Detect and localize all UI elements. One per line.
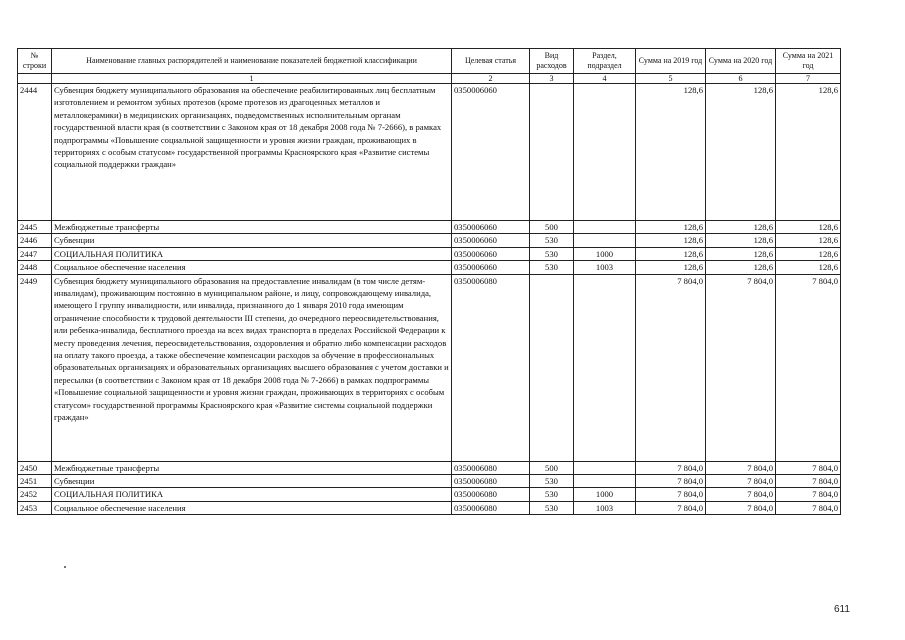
row-sum-2020: 7 804,0 <box>706 475 776 488</box>
row-section: 1000 <box>574 247 636 260</box>
row-expense-type: 530 <box>530 501 574 514</box>
header-section: Раздел, подраздел <box>574 49 636 74</box>
row-expense-type <box>530 84 574 221</box>
row-sum-2019: 128,6 <box>636 221 706 234</box>
row-section: 1003 <box>574 261 636 274</box>
row-section <box>574 461 636 474</box>
row-number: 2449 <box>18 274 52 461</box>
row-sum-2019: 7 804,0 <box>636 501 706 514</box>
row-name: Субвенции <box>52 234 452 247</box>
table-row <box>18 461 841 474</box>
row-sum-2021: 128,6 <box>776 221 841 234</box>
column-number <box>18 74 52 84</box>
row-name: Субвенции <box>52 475 452 488</box>
table-row <box>18 501 841 514</box>
header-sum-2020: Сумма на 2020 год <box>706 49 776 74</box>
row-number: 2448 <box>18 261 52 274</box>
row-sum-2020: 7 804,0 <box>706 501 776 514</box>
row-sum-2020: 7 804,0 <box>706 274 776 461</box>
header-target-article: Целевая статья <box>452 49 530 74</box>
row-number: 2447 <box>18 247 52 260</box>
column-number: 3 <box>530 74 574 84</box>
header-expense-type: Вид расходов <box>530 49 574 74</box>
row-target-article: 0350006080 <box>452 475 530 488</box>
row-sum-2020: 128,6 <box>706 84 776 221</box>
row-expense-type: 530 <box>530 475 574 488</box>
row-sum-2021: 7 804,0 <box>776 274 841 461</box>
row-sum-2021: 128,6 <box>776 247 841 260</box>
row-sum-2021: 7 804,0 <box>776 475 841 488</box>
row-sum-2020: 128,6 <box>706 234 776 247</box>
row-sum-2021: 128,6 <box>776 84 841 221</box>
row-target-article: 0350006080 <box>452 488 530 501</box>
row-sum-2019: 7 804,0 <box>636 461 706 474</box>
table-row <box>18 488 841 501</box>
row-sum-2019: 128,6 <box>636 84 706 221</box>
row-number: 2453 <box>18 501 52 514</box>
row-name: Межбюджетные трансферты <box>52 221 452 234</box>
row-sum-2021: 7 804,0 <box>776 501 841 514</box>
row-section <box>574 221 636 234</box>
row-sum-2020: 7 804,0 <box>706 461 776 474</box>
row-sum-2020: 128,6 <box>706 261 776 274</box>
row-target-article: 0350006060 <box>452 84 530 221</box>
row-name: Социальное обеспечение населения <box>52 261 452 274</box>
table-row <box>18 475 841 488</box>
row-section <box>574 475 636 488</box>
row-sum-2021: 128,6 <box>776 261 841 274</box>
column-number: 4 <box>574 74 636 84</box>
table-row <box>18 274 841 461</box>
row-expense-type <box>530 274 574 461</box>
row-expense-type: 530 <box>530 247 574 260</box>
row-sum-2019: 7 804,0 <box>636 488 706 501</box>
row-section <box>574 274 636 461</box>
row-section <box>574 84 636 221</box>
row-expense-type: 530 <box>530 488 574 501</box>
row-section <box>574 234 636 247</box>
header-row-number: № строки <box>18 49 52 74</box>
row-expense-type: 530 <box>530 234 574 247</box>
row-name: Межбюджетные трансферты <box>52 461 452 474</box>
row-sum-2019: 7 804,0 <box>636 274 706 461</box>
row-number: 2446 <box>18 234 52 247</box>
row-number: 2452 <box>18 488 52 501</box>
row-sum-2020: 128,6 <box>706 221 776 234</box>
row-name: СОЦИАЛЬНАЯ ПОЛИТИКА <box>52 488 452 501</box>
row-sum-2020: 128,6 <box>706 247 776 260</box>
table-row <box>18 247 841 260</box>
row-expense-type: 500 <box>530 221 574 234</box>
row-name: Социальное обеспечение населения <box>52 501 452 514</box>
row-expense-type: 530 <box>530 261 574 274</box>
header-sum-2021: Сумма на 2021 год <box>776 49 841 74</box>
row-sum-2021: 7 804,0 <box>776 461 841 474</box>
row-name: Субвенция бюджету муниципального образования на предоставление инвалидам (в том числе детям-инвалидам), проживающим постоянно в муниципальном районе, и лицу, сопровождающему инвалида, имеющего I группу инвалидности, или инвалида, признанного до 1 января 2010 года имеющим ограничение способности к трудовой деятельности III степени, до очередного переосвидетельствования, или ребенка-инвалида, бесплатного проезда на всех видах транспорта в пределах Российской Федерации к месту проведения лечения, переосвидетельствования, оздоровления и обратно либо компенсации расходов на оплату такого проезда, а также обеспечение компенсации расходов за обучение в профессиональных образовательных организациях и образовательных организациях высшего образования с учетом доставки и пересылки (в соответствии с Законом края от 18 декабря 2008 года № 7-2666) в рамках подпрограммы «Повышение социальной защищенности и уровня жизни граждан, проживающих в территориях с особым статусом» государственной программы Красноярского края «Развитие системы социальной поддержки граждан» <box>52 274 452 461</box>
row-section: 1003 <box>574 501 636 514</box>
row-name: СОЦИАЛЬНАЯ ПОЛИТИКА <box>52 247 452 260</box>
column-number: 2 <box>452 74 530 84</box>
row-sum-2019: 128,6 <box>636 234 706 247</box>
row-target-article: 0350006060 <box>452 247 530 260</box>
scan-speck <box>64 566 66 568</box>
row-number: 2445 <box>18 221 52 234</box>
row-sum-2021: 7 804,0 <box>776 488 841 501</box>
row-target-article: 0350006060 <box>452 221 530 234</box>
budget-table <box>17 48 841 515</box>
row-sum-2021: 128,6 <box>776 234 841 247</box>
row-target-article: 0350006080 <box>452 274 530 461</box>
row-sum-2019: 7 804,0 <box>636 475 706 488</box>
row-target-article: 0350006060 <box>452 234 530 247</box>
row-number: 2451 <box>18 475 52 488</box>
row-target-article: 0350006060 <box>452 261 530 274</box>
table-row <box>18 261 841 274</box>
table-row <box>18 234 841 247</box>
column-number: 7 <box>776 74 841 84</box>
row-target-article: 0350006080 <box>452 461 530 474</box>
row-sum-2019: 128,6 <box>636 261 706 274</box>
page-number: 611 <box>834 604 850 615</box>
column-number: 5 <box>636 74 706 84</box>
column-number-row <box>18 74 841 84</box>
column-number: 1 <box>52 74 452 84</box>
row-name: Субвенция бюджету муниципального образования на обеспечение реабилитированных лиц бесплатным изготовлением и ремонтом зубных протезов (кроме протезов из драгоценных металлов и металлокерамики) в медицинских организациях, подведомственных исполнительным органам государственной власти края (в соответствии с Законом края от 18 декабря 2008 года № 7-2666), в рамках подпрограммы «Повышение социальной защищенности и уровня жизни граждан, проживающих в территориях с особым статусом» государственной программы Красноярского края «Развитие системы социальной поддержки граждан» <box>52 84 452 221</box>
column-number: 6 <box>706 74 776 84</box>
row-number: 2444 <box>18 84 52 221</box>
header-name: Наименование главных распорядителей и наименование показателей бюджетной классификации <box>52 49 452 74</box>
table-header-row <box>18 49 841 74</box>
table-row <box>18 84 841 221</box>
row-sum-2019: 128,6 <box>636 247 706 260</box>
row-target-article: 0350006080 <box>452 501 530 514</box>
row-section: 1000 <box>574 488 636 501</box>
row-sum-2020: 7 804,0 <box>706 488 776 501</box>
row-expense-type: 500 <box>530 461 574 474</box>
row-number: 2450 <box>18 461 52 474</box>
table-row <box>18 221 841 234</box>
header-sum-2019: Сумма на 2019 год <box>636 49 706 74</box>
